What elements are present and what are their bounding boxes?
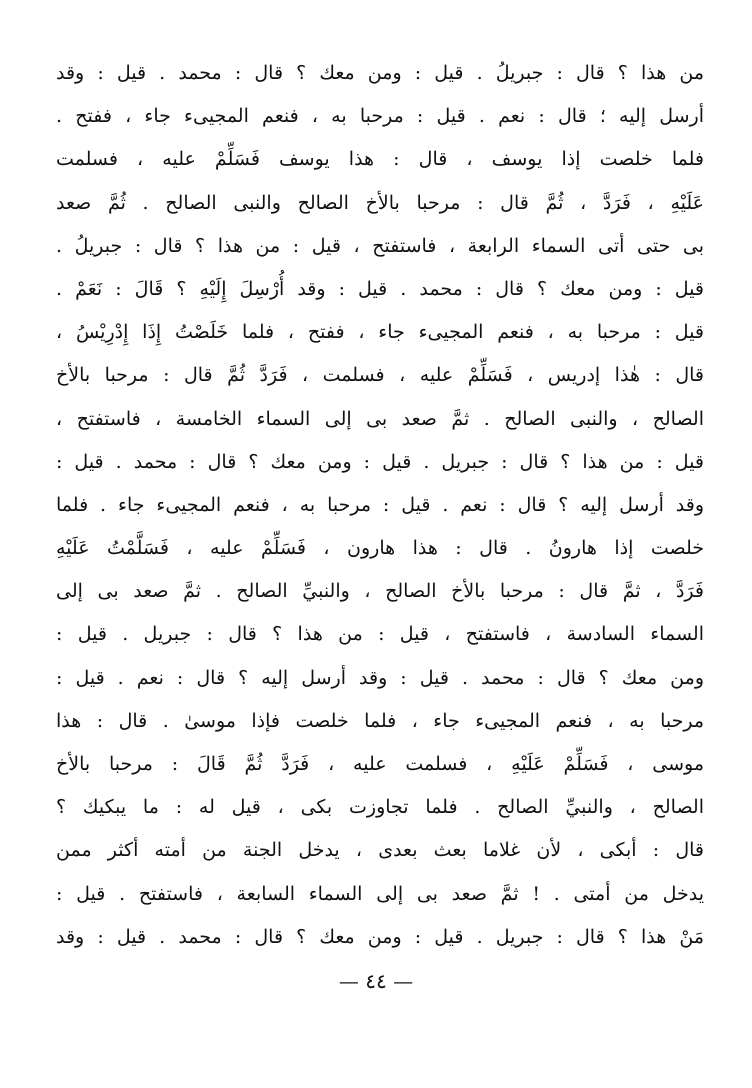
text-line: من هذا ؟ قال : جبريلُ . قيل : ومن معك ؟ قال : محمد . قيل : وقد [56,62,704,84]
text-line: خلصت إذا هارونُ . قال : هذا هارون ، فَسَلِّمْ عليه ، فَسَلَّمْتُ عَلَيْهِ [56,537,704,560]
text-line: الصالح ، والنبى الصالح . ثمَّ صعد بى إلى السماء الخامسة ، فاستفتح ، [56,407,704,430]
text-line: أرسل إليه ؛ قال : نعم . قيل : مرحبا به ، فنعم المجيىء جاء ، ففتح . [56,105,704,128]
text-line: قيل : ومن معك ؟ قال : محمد . قيل : وقد أُرْسِلَ إِلَيْهِ ؟ قَالَ : نَعَمْ . [56,277,704,300]
text-line: قال : هٰذا إدريس ، فَسَلِّمْ عليه ، فسلمت ، فَرَدَّ ثُمَّ قال : مرحبا بالأخ [56,364,704,387]
text-line: وقد أرسل إليه ؟ قال : نعم . قيل : مرحبا به ، فنعم المجيىء جاء . فلما [56,493,704,516]
text-line: قيل : مرحبا به ، فنعم المجيىء جاء ، ففتح ، فلما خَلَصْتُ إِذَا إِدْرِيْسُ ، [56,321,704,344]
body-text [56,52,704,959]
page-number: — ٤٤ — [338,969,414,993]
text-line: بى حتى أتى السماء الرابعة ، فاستفتح ، قيل : من هذا ؟ قال : جبريلُ . [56,234,704,257]
text-line: يدخل من أمتى . ! ثمَّ صعد بى إلى السماء السابعة ، فاستفتح . قيل : [56,882,704,905]
text-line: السماء السادسة ، فاستفتح ، قيل : من هذا ؟ قال : جبريل . قيل : [56,623,704,646]
text-line: عَلَيْهِ ، فَرَدَّ ، ثُمَّ قال : مرحبا بالأخ الصالح والنبى الصالح . ثُمَّ صعد [56,191,704,214]
text-line: الصالح ، والنبيِّ الصالح . فلما تجاوزت بكى ، قيل له : ما يبكيك ؟ [56,796,704,819]
text-line: قيل : من هذا ؟ قال : جبريل . قيل : ومن معك ؟ قال : محمد . قيل : [56,450,704,473]
text-line: ومن معك ؟ قال : محمد . قيل : وقد أرسل إليه ؟ قال : نعم . قيل : [56,666,704,689]
text-line: فَرَدَّ ، ثمَّ قال : مرحبا بالأخ الصالح ، والنبيِّ الصالح . ثمَّ صعد بى إلى [56,580,704,603]
text-line: مرحبا به ، فنعم المجيىء جاء ، فلما خلصت فإذا موسىٰ . قال : هذا [56,709,704,732]
text-line: مَنْ هذا ؟ قال : جبريل . قيل : ومن معك ؟ قال : محمد . قيل : وقد [56,925,704,948]
text-line: موسى ، فَسَلِّمْ عَلَيْهِ ، فسلمت عليه ، فَرَدَّ ثُمَّ قَالَ : مرحبا بالأخ [56,753,704,775]
text-line: فلما خلصت إذا يوسف ، قال : هذا يوسف فَسَلِّمْ عليه ، فسلمت [56,148,704,171]
text-line: قال : أبكى ، لأن غلاما بعث بعدى ، يدخل الجنة من أمته أكثر ممن [56,839,704,862]
